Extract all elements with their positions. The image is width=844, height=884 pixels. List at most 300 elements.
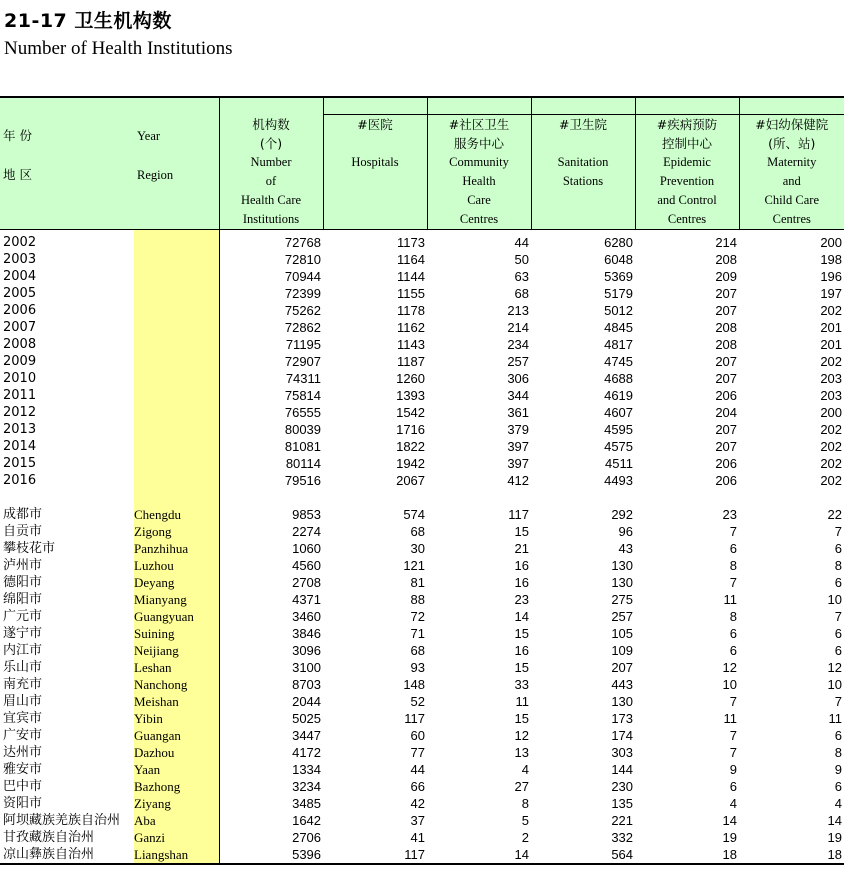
- header-line: (个): [259, 136, 283, 151]
- row-label-en: Mianyang: [134, 591, 219, 608]
- value-cell: 37: [410, 813, 426, 828]
- value-cell: 5012: [604, 303, 634, 318]
- year-row: [0, 319, 844, 336]
- value-cell: 3846: [219, 625, 323, 642]
- region-row: [0, 659, 844, 676]
- row-label-en: [134, 353, 219, 370]
- header-line: Centres: [459, 212, 499, 226]
- row-label-en: Guangyuan: [134, 608, 219, 625]
- row-label-cn: 达州市: [3, 745, 43, 760]
- header-line: Epidemic: [663, 155, 711, 169]
- row-label-cn: 乐山市: [3, 660, 43, 675]
- value-cell: 27: [514, 779, 530, 794]
- header-year-en: Year: [137, 129, 161, 143]
- row-label-en: Yaan: [134, 761, 219, 778]
- year-row: [0, 387, 844, 404]
- header-line: 机构数: [252, 117, 290, 132]
- value-cell: 3447: [219, 727, 323, 744]
- value-cell: 1822: [396, 439, 426, 454]
- value-cell: 443: [611, 677, 634, 692]
- row-label-cn: 2014: [3, 439, 37, 454]
- row-label-en: [134, 251, 219, 268]
- row-label-en: Bazhong: [134, 778, 219, 795]
- value-cell: 214: [507, 320, 530, 335]
- value-cell: 13: [514, 745, 530, 760]
- year-row: [0, 251, 844, 268]
- value-cell: 3096: [219, 642, 323, 659]
- year-row: [0, 370, 844, 387]
- value-cell: 361: [507, 405, 530, 420]
- value-cell: 79516: [219, 472, 323, 489]
- row-label-en: Nanchong: [134, 676, 219, 693]
- value-cell: 12: [827, 660, 843, 675]
- value-cell: 173: [611, 711, 634, 726]
- value-cell: 11: [828, 711, 843, 726]
- value-cell: 6280: [604, 235, 634, 250]
- value-cell: 4745: [604, 354, 634, 369]
- value-cell: 44: [514, 235, 530, 250]
- health-institutions-table: [0, 96, 844, 865]
- value-cell: 4: [521, 762, 530, 777]
- value-cell: 33: [514, 677, 530, 692]
- row-label-en: [134, 421, 219, 438]
- row-label-en: [134, 234, 219, 251]
- value-cell: 14: [427, 846, 531, 864]
- value-cell: 257: [507, 354, 530, 369]
- header-line: and: [782, 174, 801, 188]
- value-cell: 1393: [396, 388, 426, 403]
- value-cell: 207: [715, 354, 738, 369]
- value-cell: 10: [827, 592, 843, 607]
- value-cell: 15: [514, 626, 530, 641]
- row-label-cn: 甘孜藏族自治州: [3, 830, 95, 845]
- value-cell: 6: [834, 575, 843, 590]
- header-line: Centres: [667, 212, 707, 226]
- value-cell: 10: [722, 677, 738, 692]
- row-label-cn: 泸州市: [3, 558, 43, 573]
- value-cell: 574: [403, 507, 426, 522]
- value-cell: 1542: [396, 405, 426, 420]
- year-row: [0, 234, 844, 251]
- region-row: [0, 761, 844, 778]
- value-cell: 3485: [219, 795, 323, 812]
- value-cell: 42: [410, 796, 426, 811]
- value-cell: 202: [820, 303, 843, 318]
- value-cell: 200: [820, 235, 843, 250]
- value-cell: 257: [611, 609, 634, 624]
- value-cell: 3234: [219, 778, 323, 795]
- row-label-cn: 2010: [3, 371, 37, 386]
- row-label-cn: 德阳市: [3, 575, 43, 590]
- value-cell: 8: [834, 745, 843, 760]
- value-cell: 9: [729, 762, 738, 777]
- value-cell: 221: [611, 813, 634, 828]
- value-cell: 213: [507, 303, 530, 318]
- value-cell: 303: [611, 745, 634, 760]
- value-cell: 18: [739, 846, 844, 864]
- row-label-en: Zigong: [134, 523, 219, 540]
- row-label-en: [134, 455, 219, 472]
- header-cell-text: [220, 115, 323, 229]
- row-label-cn: 阿坝藏族羌族自治州: [3, 813, 121, 828]
- value-cell: 2708: [219, 574, 323, 591]
- value-cell: 109: [611, 643, 634, 658]
- value-cell: 7: [729, 694, 738, 709]
- header-line: Centres: [772, 212, 811, 226]
- value-cell: 8: [521, 796, 530, 811]
- value-cell: 206: [715, 456, 738, 471]
- row-label-cn: 2015: [3, 456, 37, 471]
- value-cell: 1162: [397, 320, 426, 335]
- value-cell: 1144: [397, 269, 426, 284]
- row-label-cn: 遂宁市: [3, 626, 43, 641]
- value-cell: 14: [827, 813, 843, 828]
- region-row: [0, 693, 844, 710]
- value-cell: 10: [827, 677, 843, 692]
- value-cell: 4511: [605, 456, 634, 471]
- value-cell: 2044: [219, 693, 323, 710]
- header-line: #疾病预防: [656, 117, 718, 132]
- value-cell: 12: [514, 728, 530, 743]
- value-cell: 1260: [396, 371, 426, 386]
- value-cell: 306: [507, 371, 530, 386]
- row-label-en: [134, 387, 219, 404]
- value-cell: 23: [722, 507, 738, 522]
- value-cell: 202: [820, 422, 843, 437]
- value-cell: 4595: [604, 422, 634, 437]
- row-label-en: [134, 472, 219, 489]
- region-row: [0, 744, 844, 761]
- header-line: [324, 134, 427, 153]
- year-row: [0, 404, 844, 421]
- row-label-en: Neijiang: [134, 642, 219, 659]
- value-cell: 6: [834, 541, 843, 556]
- header-line: Prevention: [659, 174, 715, 188]
- value-cell: 6: [729, 541, 738, 556]
- value-cell: 144: [611, 762, 634, 777]
- value-cell: 4: [729, 796, 738, 811]
- value-cell: 203: [820, 371, 843, 386]
- value-cell: 117: [323, 846, 427, 864]
- region-row: [0, 574, 844, 591]
- header-line: Hospitals: [351, 155, 399, 169]
- header-stub: [0, 97, 219, 230]
- value-cell: 71195: [219, 336, 323, 353]
- value-cell: 208: [715, 337, 738, 352]
- value-cell: 8: [729, 558, 738, 573]
- row-label-en: Guangan: [134, 727, 219, 744]
- value-cell: 130: [611, 558, 634, 573]
- region-row: [0, 625, 844, 642]
- header-line: Number: [250, 155, 292, 169]
- value-cell: 2: [521, 830, 530, 845]
- row-label-cn: 2013: [3, 422, 37, 437]
- header-line: 服务中心: [454, 136, 505, 151]
- value-cell: 19: [722, 830, 738, 845]
- value-cell: 7: [729, 575, 738, 590]
- value-cell: 196: [820, 269, 843, 284]
- value-cell: 50: [514, 252, 530, 267]
- value-cell: 6: [729, 643, 738, 658]
- header-line: (所、站): [768, 136, 816, 151]
- value-cell: 202: [820, 456, 843, 471]
- value-cell: 93: [410, 660, 426, 675]
- value-cell: 198: [820, 252, 843, 267]
- value-cell: 5396: [219, 846, 323, 864]
- row-label-cn: 宜宾市: [3, 711, 43, 726]
- value-cell: 4688: [604, 371, 634, 386]
- value-cell: 5025: [219, 710, 323, 727]
- value-cell: 4371: [219, 591, 323, 608]
- region-row: [0, 506, 844, 523]
- value-cell: 202: [820, 473, 843, 488]
- value-cell: 4172: [219, 744, 323, 761]
- value-cell: 68: [410, 524, 426, 539]
- value-cell: 71: [410, 626, 426, 641]
- value-cell: 214: [715, 235, 738, 250]
- value-cell: 2706: [219, 829, 323, 846]
- header-cell-text: [428, 114, 531, 229]
- value-cell: 16: [514, 575, 530, 590]
- value-cell: 379: [507, 422, 530, 437]
- value-cell: 207: [715, 286, 738, 301]
- value-cell: 12: [722, 660, 738, 675]
- value-cell: 6: [729, 779, 738, 794]
- value-cell: 208: [715, 252, 738, 267]
- value-cell: 75814: [219, 387, 323, 404]
- row-label-cn: 2016: [3, 473, 37, 488]
- value-cell: 1173: [397, 235, 426, 250]
- header-line: #医院: [357, 117, 393, 132]
- table-body: [0, 230, 844, 865]
- value-cell: 412: [507, 473, 530, 488]
- row-label-en: [134, 336, 219, 353]
- value-cell: 200: [820, 405, 843, 420]
- value-cell: 7: [729, 524, 738, 539]
- value-cell: 4575: [604, 439, 634, 454]
- value-cell: 8: [834, 558, 843, 573]
- value-cell: 9853: [219, 506, 323, 523]
- header-line: Institutions: [242, 212, 300, 226]
- year-row: [0, 302, 844, 319]
- value-cell: 1155: [397, 286, 426, 301]
- value-cell: 4607: [604, 405, 634, 420]
- header-line: and Control: [657, 193, 717, 207]
- row-label-cn: 南充市: [3, 677, 43, 692]
- header-region-cn: 地 区: [3, 167, 32, 182]
- row-label-cn: 广安市: [3, 728, 43, 743]
- header-line: 控制中心: [662, 136, 713, 151]
- header-line: Stations: [562, 174, 604, 188]
- value-cell: 344: [507, 388, 530, 403]
- value-cell: 1178: [397, 303, 426, 318]
- value-cell: 15: [514, 524, 530, 539]
- value-cell: 2274: [219, 523, 323, 540]
- row-label-en: [134, 438, 219, 455]
- value-cell: 7: [834, 694, 843, 709]
- value-cell: 23: [514, 592, 530, 607]
- row-label-en: Chengdu: [134, 506, 219, 523]
- value-cell: 4560: [219, 557, 323, 574]
- region-row: [0, 540, 844, 557]
- region-row: [0, 778, 844, 795]
- header-line: Health: [462, 174, 496, 188]
- value-cell: 11: [723, 711, 738, 726]
- year-row: [0, 472, 844, 489]
- header-line: of: [265, 174, 277, 188]
- row-label-cn: 绵阳市: [3, 592, 43, 607]
- row-label-en: [134, 302, 219, 319]
- value-cell: 207: [715, 371, 738, 386]
- value-cell: 1164: [397, 252, 426, 267]
- value-cell: 292: [611, 507, 634, 522]
- value-cell: 41: [410, 830, 426, 845]
- value-cell: 70944: [219, 268, 323, 285]
- value-cell: 3460: [219, 608, 323, 625]
- value-cell: 77: [410, 745, 426, 760]
- header-line: #社区卫生: [448, 117, 510, 132]
- value-cell: 148: [403, 677, 426, 692]
- row-label-en: Ziyang: [134, 795, 219, 812]
- value-cell: 3100: [219, 659, 323, 676]
- value-cell: 130: [611, 575, 634, 590]
- value-cell: 9: [834, 762, 843, 777]
- spacer-row: [0, 489, 844, 506]
- value-cell: 234: [507, 337, 530, 352]
- page-title-english: Number of Health Institutions: [4, 38, 233, 59]
- row-label-cn: 眉山市: [3, 694, 43, 709]
- value-cell: 397: [507, 439, 530, 454]
- header-cell-text: [532, 114, 635, 229]
- value-cell: 7: [729, 728, 738, 743]
- value-cell: 1334: [219, 761, 323, 778]
- region-row: [0, 608, 844, 625]
- value-cell: 81: [410, 575, 426, 590]
- row-label-cn: 2011: [3, 388, 37, 403]
- row-label-cn: 2006: [3, 303, 37, 318]
- row-label-en: Ganzi: [134, 829, 219, 846]
- header-region-en: Region: [137, 168, 174, 182]
- header-community-health-centres: [427, 97, 531, 230]
- row-label-en: Yibin: [134, 710, 219, 727]
- value-cell: 206: [715, 388, 738, 403]
- value-cell: 135: [611, 796, 634, 811]
- header-maternity-child-care-centres: [739, 97, 844, 230]
- value-cell: 2067: [396, 473, 426, 488]
- row-label-en: Leshan: [134, 659, 219, 676]
- row-label-en: Luzhou: [134, 557, 219, 574]
- header-line: Child Care: [764, 193, 820, 207]
- region-row: [0, 591, 844, 608]
- row-label-cn: 2008: [3, 337, 37, 352]
- year-row: [0, 353, 844, 370]
- region-row: [0, 812, 844, 829]
- value-cell: 6: [834, 643, 843, 658]
- year-row: [0, 336, 844, 353]
- row-label-cn: 凉山彝族自治州: [0, 846, 134, 864]
- value-cell: 80039: [219, 421, 323, 438]
- value-cell: 564: [531, 846, 635, 864]
- value-cell: 6: [834, 626, 843, 641]
- year-row: [0, 438, 844, 455]
- value-cell: 1942: [396, 456, 426, 471]
- header-line: Health Care: [240, 193, 302, 207]
- value-cell: 8703: [219, 676, 323, 693]
- value-cell: 63: [514, 269, 530, 284]
- region-row: [0, 523, 844, 540]
- row-label-en: [134, 370, 219, 387]
- value-cell: 1060: [219, 540, 323, 557]
- row-label-en: Meishan: [134, 693, 219, 710]
- page-title-chinese: 21-17 卫生机构数: [4, 10, 172, 32]
- value-cell: 15: [514, 711, 530, 726]
- value-cell: 4845: [604, 320, 634, 335]
- region-row: [0, 710, 844, 727]
- value-cell: 207: [611, 660, 634, 675]
- row-label-en: [134, 319, 219, 336]
- row-label-cn: 成都市: [3, 507, 43, 522]
- header-cell-text: [324, 114, 427, 229]
- header-line: Care: [467, 193, 491, 207]
- row-label-en: [134, 285, 219, 302]
- header-row: [0, 97, 844, 230]
- row-label-cn: 自贡市: [3, 524, 43, 539]
- value-cell: 332: [611, 830, 634, 845]
- row-label-en: Liangshan: [134, 846, 219, 864]
- region-row: [0, 829, 844, 846]
- region-row: [0, 642, 844, 659]
- value-cell: 16: [514, 558, 530, 573]
- header-line: Community: [449, 155, 509, 169]
- year-row: [0, 268, 844, 285]
- value-cell: 207: [715, 303, 738, 318]
- year-row: [0, 455, 844, 472]
- value-cell: 121: [403, 558, 426, 573]
- value-cell: 88: [410, 592, 426, 607]
- value-cell: 208: [715, 320, 738, 335]
- value-cell: 72: [410, 609, 426, 624]
- value-cell: 130: [611, 694, 634, 709]
- row-label-cn: 2009: [3, 354, 37, 369]
- value-cell: 19: [827, 830, 843, 845]
- header-line: Maternity: [767, 155, 817, 169]
- value-cell: 6: [834, 728, 843, 743]
- value-cell: 5: [521, 813, 530, 828]
- row-label-cn: 2005: [3, 286, 37, 301]
- row-label-cn: 2003: [3, 252, 37, 267]
- value-cell: 203: [820, 388, 843, 403]
- row-label-en: [134, 404, 219, 421]
- value-cell: 6: [834, 779, 843, 794]
- value-cell: 11: [515, 694, 530, 709]
- year-row: [0, 285, 844, 302]
- value-cell: 275: [611, 592, 634, 607]
- value-cell: 14: [514, 609, 530, 624]
- value-cell: 22: [827, 507, 843, 522]
- value-cell: 43: [618, 541, 634, 556]
- value-cell: 72810: [219, 251, 323, 268]
- value-cell: 81081: [219, 438, 323, 455]
- header-year-cn: 年 份: [3, 128, 32, 143]
- value-cell: 11: [723, 592, 738, 607]
- region-row: [0, 795, 844, 812]
- row-label-cn: 2012: [3, 405, 37, 420]
- value-cell: 207: [715, 439, 738, 454]
- header-cell-text: [740, 114, 844, 229]
- value-cell: 207: [715, 422, 738, 437]
- row-label-en: [134, 268, 219, 285]
- value-cell: 72907: [219, 353, 323, 370]
